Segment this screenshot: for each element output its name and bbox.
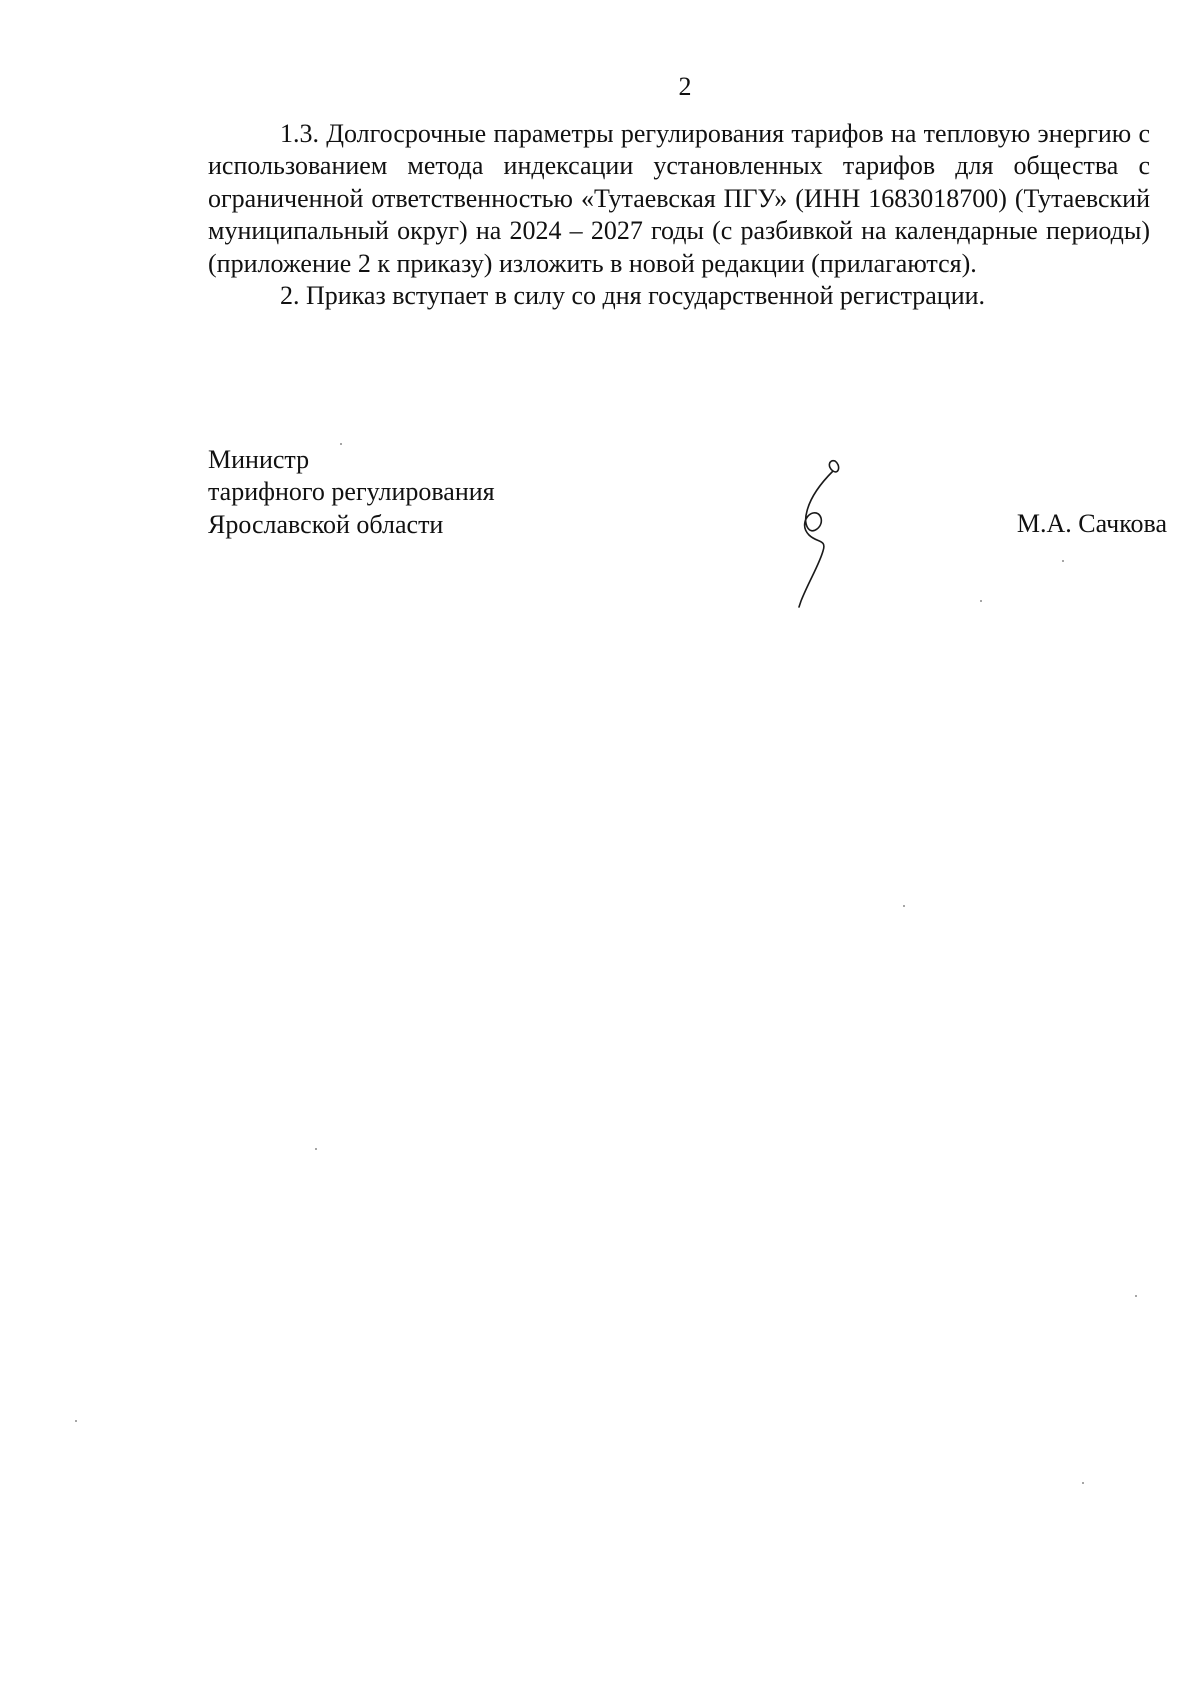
handwritten-signature [783,455,863,615]
scan-speck [315,1148,317,1150]
signatory-name: М.А. Сачкова [1016,509,1167,538]
paragraph-2: 2. Приказ вступает в силу со дня государственной регистрации. [280,281,986,311]
scan-speck [1135,1295,1137,1297]
signatory-title [208,444,495,541]
scan-speck [75,1420,77,1422]
signatory-title-line-3: Ярославской области [208,509,444,539]
scan-speck [1082,1482,1084,1484]
signatory-title-line-2: тарифного регулирования [208,477,495,507]
page-number: 2 [678,72,692,101]
document-body [208,118,1150,312]
scan-speck [340,443,342,445]
scan-speck [980,600,982,602]
scan-speck [903,905,905,907]
signatory-title-line-1: Министр [208,445,310,474]
paragraph-1-3: 1.3. Долгосрочные параметры регулирования тарифов на тепловую энергию с использованием метода индексации установленных тарифов для общества с ограниченной ответственностью «Тутаевская ПГУ» (ИНН 1683018700) (Тутаевский муниципальный округ) на 2024 – 2027 годы (с разбивкой на календарные периоды) (приложение 2 к приказу) изложить в новой редакции (прилагаются). [208,119,1150,278]
scan-speck [1062,560,1064,562]
